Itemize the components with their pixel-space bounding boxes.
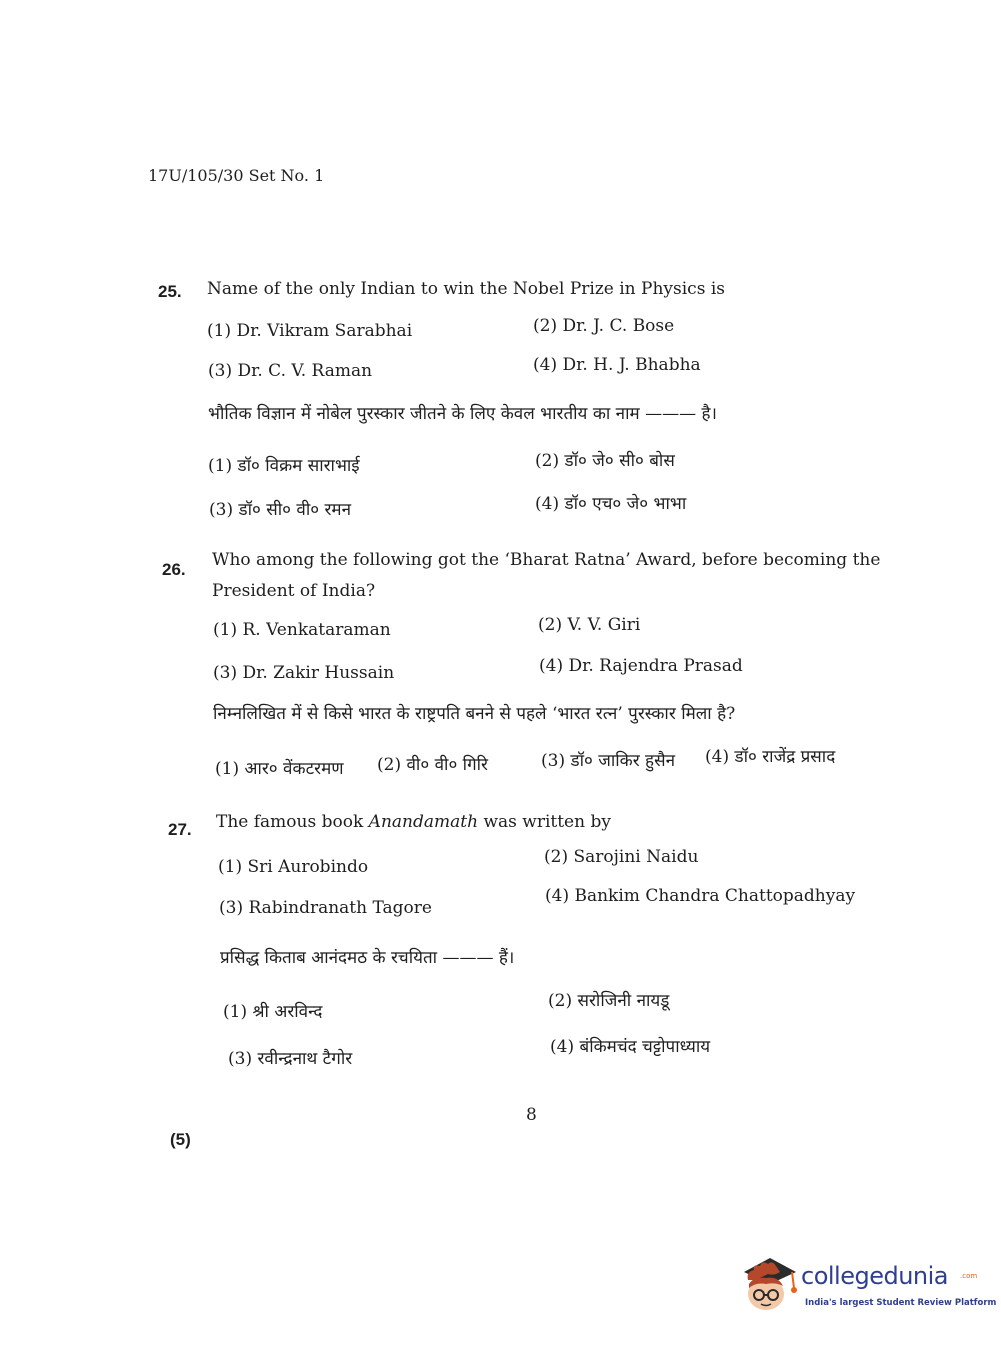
question-number: 25.	[158, 282, 182, 301]
question-number: 27.	[168, 820, 192, 839]
book-title: Anandamath	[368, 812, 479, 832]
question-text-en-pre: The famous book	[216, 812, 369, 832]
option-1-en: (1) Sri Aurobindo	[218, 857, 369, 877]
option-4-hi: (4) डॉ० एच० जे० भाभा	[535, 494, 687, 514]
page-number: 8	[526, 1105, 537, 1125]
question-text-hi: भौतिक विज्ञान में नोबेल पुरस्कार जीतने के लिए केवल भारतीय का नाम ——— है।	[208, 404, 717, 424]
question-text-hi: निम्नलिखित में से किसे भारत के राष्ट्रपति बनने से पहले ‘भारत रत्न’ पुरस्कार मिला है?	[213, 704, 736, 724]
brand-tagline: India's largest Student Review Platform	[805, 1298, 997, 1308]
option-3-en: (3) Dr. C. V. Raman	[208, 361, 373, 381]
option-2-en: (2) Dr. J. C. Bose	[533, 316, 675, 336]
option-1-hi: (1) डॉ० विक्रम साराभाई	[208, 456, 360, 476]
option-3-hi: (3) डॉ० जाकिर हुसैन	[541, 751, 676, 771]
option-2-en: (2) V. V. Giri	[538, 615, 641, 635]
set-code: 17U/105/30 Set No. 1	[148, 166, 325, 185]
option-4-hi: (4) डॉ० राजेंद्र प्रसाद	[705, 747, 836, 767]
option-2-hi: (2) डॉ० जे० सी० बोस	[535, 451, 675, 471]
option-1-hi: (1) आर० वेंकटरमण	[215, 759, 344, 779]
question-text-en-line1: Who among the following got the ‘Bharat Ratna’ Award, before becoming the	[212, 550, 881, 570]
question-number: 26.	[162, 560, 186, 579]
option-4-en: (4) Dr. Rajendra Prasad	[539, 656, 743, 676]
mascot-icon	[740, 1250, 800, 1314]
question-text-en-post: was written by	[478, 812, 611, 832]
option-1-en: (1) Dr. Vikram Sarabhai	[207, 321, 413, 341]
question-text-en: Name of the only Indian to win the Nobel Prize in Physics is	[207, 279, 725, 299]
option-4-hi: (4) बंकिमचंद चट्टोपाध्याय	[550, 1037, 711, 1057]
option-1-hi: (1) श्री अरविन्द	[223, 1002, 323, 1022]
option-1-en: (1) R. Venkataraman	[213, 620, 391, 640]
option-4-en: (4) Dr. H. J. Bhabha	[533, 355, 701, 375]
question-text-en	[216, 812, 611, 832]
option-3-hi: (3) रवीन्द्रनाथ टैगोर	[228, 1049, 353, 1069]
option-4-en: (4) Bankim Chandra Chattopadhyay	[545, 886, 856, 906]
option-3-en: (3) Rabindranath Tagore	[219, 898, 432, 918]
question-text-en-line2: President of India?	[212, 581, 376, 601]
option-2-hi: (2) वी० वी० गिरि	[377, 755, 489, 775]
question-text-hi: प्रसिद्ध किताब आनंदमठ के रचयिता ——— हैं।	[220, 948, 515, 968]
option-3-en: (3) Dr. Zakir Hussain	[213, 663, 395, 683]
option-2-hi: (2) सरोजिनी नायडू	[548, 991, 670, 1011]
brand-suffix: .com	[960, 1272, 978, 1280]
option-2-en: (2) Sarojini Naidu	[544, 847, 699, 867]
section-marker: (5)	[170, 1130, 191, 1149]
option-3-hi: (3) डॉ० सी० वी० रमन	[209, 500, 352, 520]
brand-name: collegedunia	[801, 1262, 949, 1290]
